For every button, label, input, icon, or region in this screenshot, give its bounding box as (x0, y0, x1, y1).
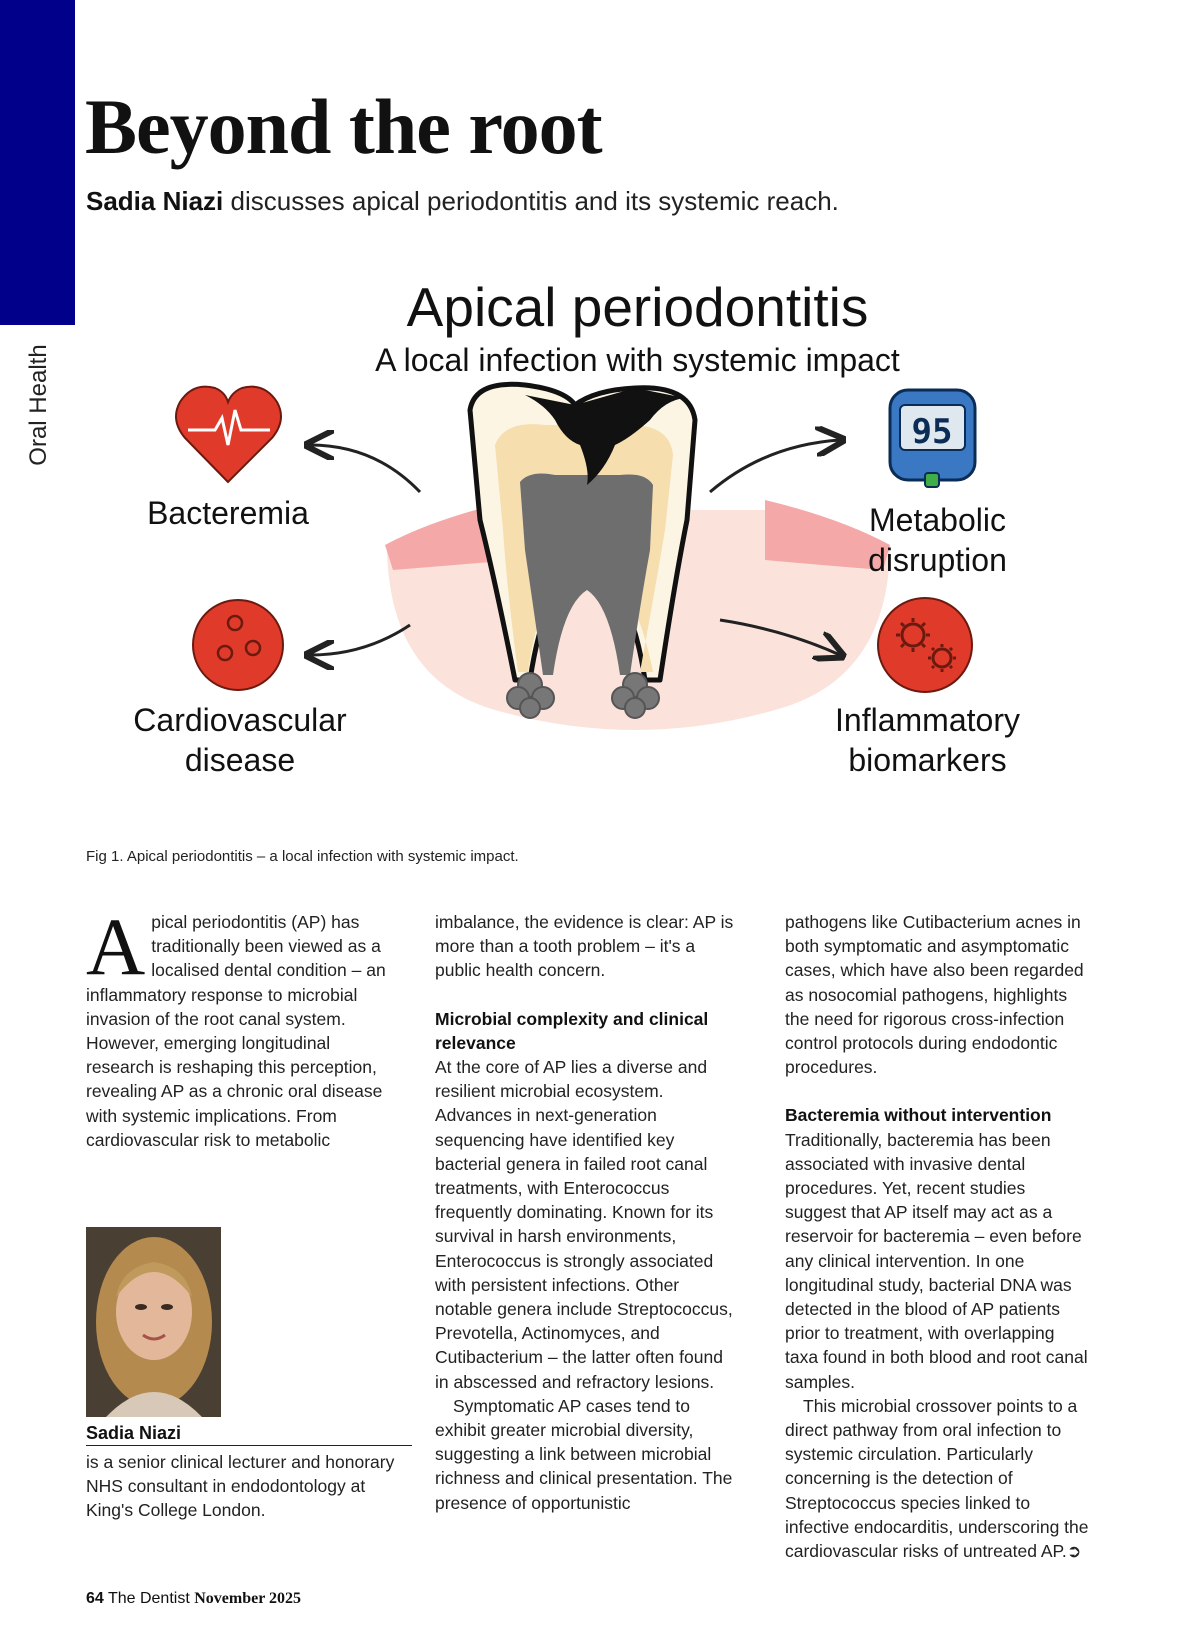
end-mark-icon: ➲ (1066, 1541, 1082, 1562)
author-portrait (86, 1227, 221, 1417)
arrow-to-metabolic (710, 440, 840, 492)
glucose-meter-icon (890, 390, 975, 487)
issue-date: November 2025 (194, 1590, 302, 1607)
author-photo (86, 1227, 221, 1417)
drop-cap: A (86, 901, 146, 992)
figure-infographic (75, 260, 1200, 840)
article-title: Beyond the root (85, 83, 602, 170)
column-3 (785, 910, 1090, 1563)
label-metabolic: Metabolic disruption (868, 502, 1007, 578)
blood-cell-icon (193, 600, 283, 690)
label-inflammatory: Inflammatory biomarkers (835, 702, 1020, 778)
section-label: Oral Health (25, 344, 52, 466)
paragraph: Symptomatic AP cases tend to exhibit greater microbial diversity, suggesting a link between microbial richness and clinical presentation. The presence of opportunistic (435, 1395, 733, 1513)
label-bacteremia: Bacteremia (147, 495, 309, 531)
paragraph: This microbial crossover points to a direct pathway from oral infection to systemic circulation. Particularly concerning is the detection of Streptococcus species linked to infective endocarditis, underscoring the cardiovascular risks of untreated AP.➲ (785, 1395, 1089, 1562)
standfirst (86, 186, 839, 217)
inflammation-icon (878, 598, 972, 692)
standfirst-text: discusses apical periodontitis and its systemic reach. (223, 186, 839, 216)
magazine-name: The Dentist (107, 1590, 190, 1607)
page-footer (86, 1590, 301, 1608)
figure-caption: Fig 1. Apical periodontitis – a local infection with systemic impact. (86, 848, 519, 865)
paragraph: pathogens like Cutibacterium acnes in both symptomatic and asymptomatic cases, which have also been regarded as nosocomial pathogens, highlights the need for rigorous cross-infection control protocols during endodontic procedures. (785, 912, 1084, 1078)
section-heading: Microbial complexity and clinical relevance (435, 1008, 709, 1053)
figure-subtitle: A local infection with systemic impact (375, 342, 900, 378)
label-cardiovascular: Cardiovascular disease (133, 702, 347, 778)
heart-icon (176, 387, 281, 482)
column-2 (435, 910, 740, 1515)
section-heading: Bacteremia without intervention (785, 1105, 1052, 1126)
intro-paragraph: Apical periodontitis (AP) has traditionally been viewed as a localised dental condition – an inflammatory response to microbial invasion of the root canal system. However, emerging longitudinal research is reshaping this perception, revealing AP as a chronic oral disease with systemic implications. From cardiovascular risk to metabolic (86, 901, 386, 1150)
section-color-bar (0, 0, 75, 325)
figure-title: Apical periodontitis (406, 276, 869, 338)
page-number: 64 (86, 1590, 104, 1607)
paragraph: Traditionally, bacteremia has been associated with invasive dental procedures. Yet, recent studies suggest that AP itself may act as a reservoir for bacteremia – even before any clinical intervention. In one longitudinal study, bacterial DNA was detected in the blood of AP patients prior to treatment, with overlapping taxa found in both blood and root canal samples. (785, 1129, 1088, 1392)
paragraph: imbalance, the evidence is clear: AP is more than a tooth problem – it's a public health concern. (435, 912, 734, 981)
arrow-to-cardio (310, 625, 410, 655)
standfirst-author: Sadia Niazi (86, 186, 224, 216)
author-box-bio: is a senior clinical lecturer and honorary NHS consultant in endodontology at King's College London. (86, 1452, 395, 1521)
author-box-name: Sadia Niazi (86, 1423, 412, 1446)
paragraph: At the core of AP lies a diverse and resilient microbial ecosystem. Advances in next-generation sequencing have identified key bacterial genera in failed root canal treatments, with Enterococcus frequently dominating. Known for its survival in harsh environments, Enterococcus is strongly associated with persistent infections. Other notable genera include Streptococcus, Prevotella, Actinomyces, and Cutibacterium – the latter often found in abscessed and refractory lesions. (435, 1057, 733, 1392)
glucose-reading: 95 (911, 412, 953, 452)
arrow-to-bacteremia (310, 445, 420, 492)
column-1 (86, 901, 391, 1152)
